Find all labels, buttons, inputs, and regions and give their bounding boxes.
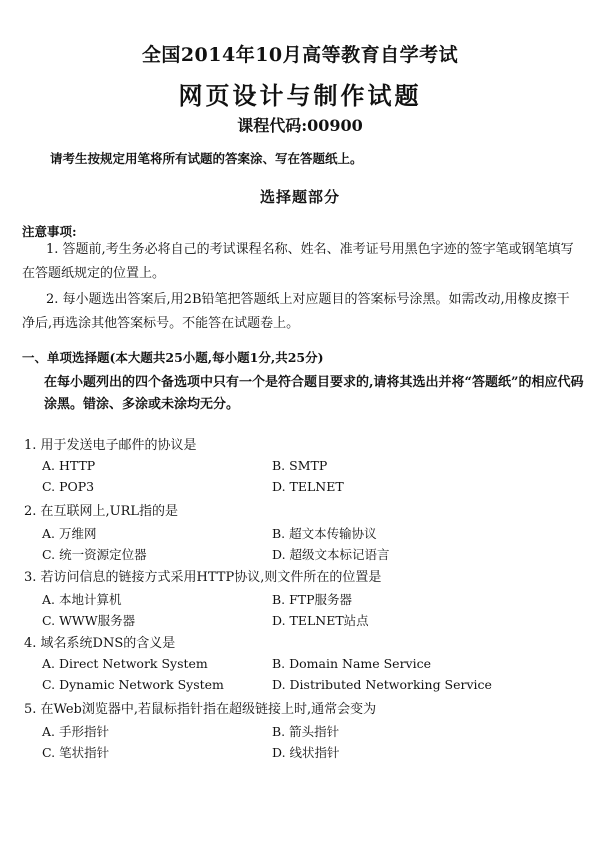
option-a: A. 万维网 <box>42 526 97 541</box>
exam-title: 全国2014年10月高等教育自学考试 <box>141 44 459 66</box>
option-d: D. Distributed Networking Service <box>272 677 492 692</box>
option-b: B. FTP服务器 <box>272 592 353 607</box>
option-d: D. 超级文本标记语言 <box>272 547 390 562</box>
question-stem: 1. 用于发送电子邮件的协议是 <box>24 438 197 453</box>
option-a: A. HTTP <box>42 458 96 473</box>
option-c: C. Dynamic Network System <box>42 677 224 692</box>
option-c: C. 笔状指针 <box>42 745 110 760</box>
option-b: B. 超文本传输协议 <box>272 526 377 541</box>
option-d: D. TELNET <box>272 479 344 494</box>
note-item-2: 2. 每小题选出答案后,用2B铅笔把答题纸上对应题目的答案标号涂黑。如需改动,用橡皮擦干净后,再选涂其他答案标号。不能答在试题卷上。 <box>22 292 570 331</box>
notes-heading: 注意事项: <box>22 224 77 239</box>
option-c: C. POP3 <box>42 479 95 494</box>
option-c: C. WWW服务器 <box>42 613 136 628</box>
question-stem: 3. 若访问信息的链接方式采用HTTP协议,则文件所在的位置是 <box>24 570 382 585</box>
course-code: 课程代码:00900 <box>237 116 363 135</box>
option-a: A. 手形指针 <box>42 724 109 739</box>
question-list <box>0 432 600 762</box>
question-stem: 2. 在互联网上,URL指的是 <box>24 504 179 519</box>
question-stem: 5. 在Web浏览器中,若鼠标指针指在超级链接上时,通常会变为 <box>24 702 377 717</box>
question-item <box>0 630 600 696</box>
answer-instruction: 请考生按规定用笔将所有试题的答案涂、写在答题纸上。 <box>50 151 363 166</box>
section-title: 选择题部分 <box>259 188 340 206</box>
subject-title: 网页设计与制作试题 <box>178 81 422 110</box>
option-b: B. 箭头指针 <box>272 724 340 739</box>
option-a: A. Direct Network System <box>42 656 208 671</box>
option-b: B. Domain Name Service <box>272 656 432 671</box>
part-one-description: 在每小题列出的四个备选项中只有一个是符合题目要求的,请将其选出并将“答题纸”的相应代码涂黑。错涂、多涂或未涂均无分。 <box>44 375 584 412</box>
option-b: B. SMTP <box>272 458 328 473</box>
question-item <box>0 432 600 498</box>
question-item <box>0 564 600 630</box>
question-stem: 4. 域名系统DNS的含义是 <box>24 636 176 651</box>
question-item <box>0 696 600 762</box>
note-item-1: 1. 答题前,考生务必将自己的考试课程名称、姓名、准考证号用黑色字迹的签字笔或钢笔填写在答题纸规定的位置上。 <box>22 242 574 281</box>
option-a: A. 本地计算机 <box>42 592 122 607</box>
option-d: D. 线状指针 <box>272 745 340 760</box>
question-item <box>0 498 600 564</box>
part-one-heading: 一、单项选择题(本大题共25小题,每小题1分,共25分) <box>22 350 324 365</box>
option-d: D. TELNET站点 <box>272 613 369 628</box>
option-c: C. 统一资源定位器 <box>42 547 147 562</box>
